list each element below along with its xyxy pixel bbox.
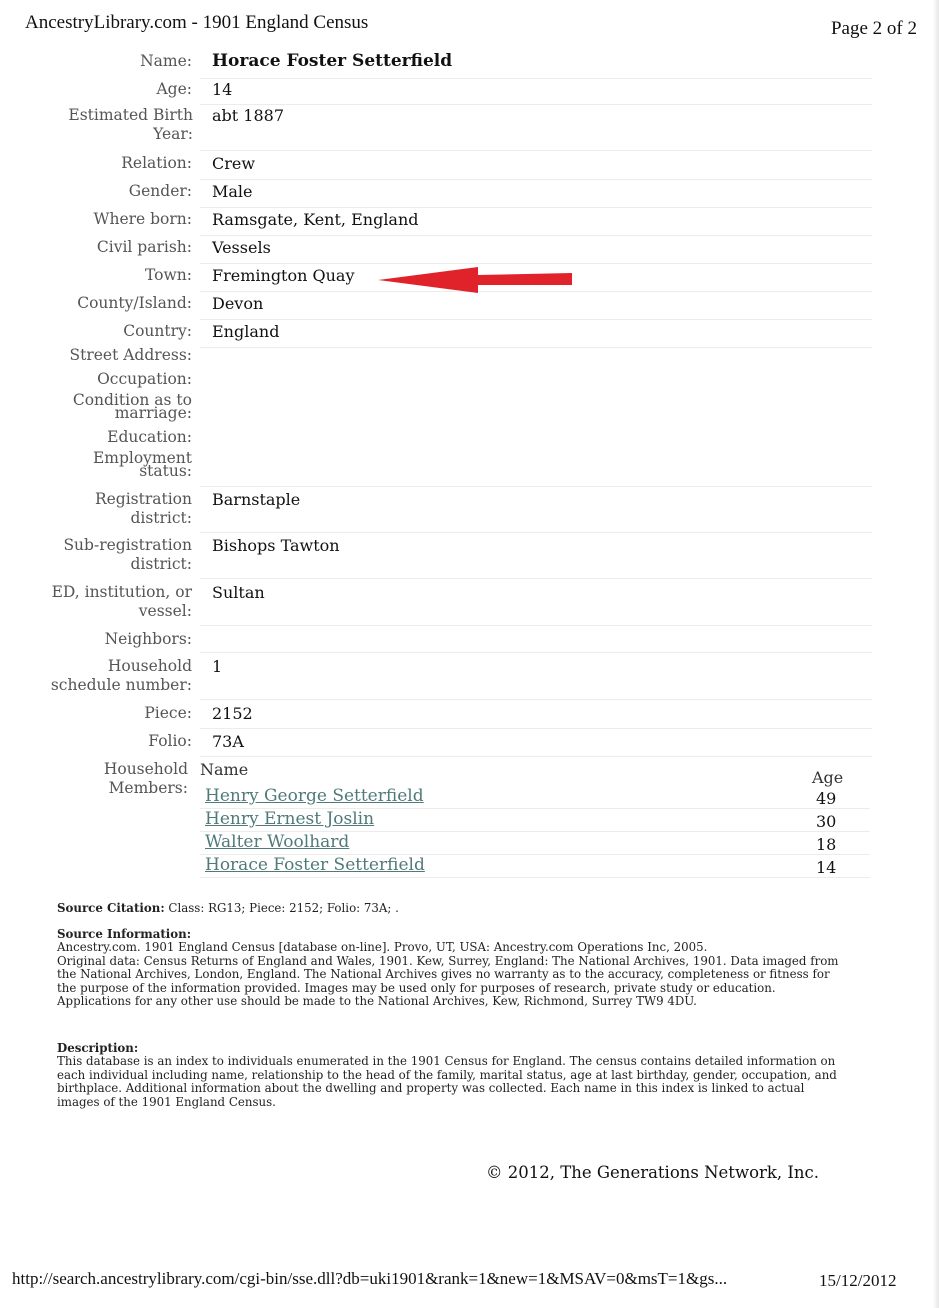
record-value: Fremington Quay	[212, 266, 355, 285]
record-value: 14	[212, 80, 233, 99]
description-heading: Description:	[57, 1041, 139, 1055]
record-value: abt 1887	[212, 106, 285, 125]
record-row-folio	[148, 732, 872, 757]
copyright-notice: © 2012, The Generations Network, Inc.	[486, 1163, 820, 1182]
red-arrow-icon	[378, 265, 578, 295]
household-members-table	[0, 760, 939, 890]
record-value: Horace Foster Setterfield	[212, 51, 453, 71]
record-label: County/Island:	[77, 294, 192, 312]
record-row-sub-registration-district	[63, 536, 872, 579]
record-row-education	[107, 428, 872, 450]
record-value: England	[212, 322, 280, 341]
record-value: Barnstaple	[212, 490, 301, 509]
record-label: Employment status:	[92, 449, 192, 480]
record-label: Household schedule number:	[50, 657, 192, 694]
record-label: Condition as to marriage:	[72, 391, 192, 422]
record-row-neighbors	[104, 630, 872, 653]
record-label: Piece:	[144, 704, 192, 722]
record-label: Street Address:	[69, 346, 192, 364]
column-header-age: Age	[812, 768, 844, 787]
description	[57, 1042, 847, 1109]
footer-date: 15/12/2012	[819, 1271, 897, 1290]
record-row-civil-parish	[96, 238, 872, 264]
household-member-row	[200, 855, 870, 878]
column-header-name: Name	[200, 760, 249, 779]
household-members-label: Household Members:	[103, 760, 188, 797]
record-row-condition-marriage	[72, 391, 872, 424]
record-value: 2152	[212, 704, 253, 723]
record-row-name	[140, 51, 872, 79]
record-label: Estimated Birth Year:	[68, 106, 193, 143]
record-label: Registration district:	[94, 490, 192, 527]
record-label: ED, institution, or vessel:	[51, 583, 192, 620]
household-member-link[interactable]: Henry Ernest Joslin	[205, 809, 375, 829]
scan-edge-shadow	[933, 0, 939, 1308]
record-value: 1	[212, 657, 223, 676]
record-row-age	[156, 80, 872, 105]
source-citation-heading: Source Citation:	[57, 901, 165, 915]
record-row-street-address	[69, 346, 872, 368]
record-label: Neighbors:	[104, 630, 192, 648]
source-information	[57, 928, 847, 1008]
record-row-birth-year	[68, 106, 872, 151]
source-citation	[57, 902, 399, 915]
record-value: 73A	[212, 732, 244, 751]
record-value: Bishops Tawton	[212, 536, 340, 555]
record-label: Age:	[156, 80, 192, 98]
record-row-where-born	[93, 210, 872, 236]
record-row-household-schedule	[50, 657, 872, 700]
record-label: Gender:	[128, 182, 192, 200]
source-information-line: Ancestry.com. 1901 England Census [database on-line]. Provo, UT, USA: Ancestry.com Operations Inc, 2005.	[57, 940, 708, 955]
record-value: Crew	[212, 154, 256, 173]
record-label: Relation:	[121, 154, 192, 172]
description-text: This database is an index to individuals enumerated in the 1901 Census for England. The census contains detailed information on each individual including name, relationship to the head of the family, marital status, age at last birthday, gender, occupation, and birthplace. Additional information about the dwelling and property was collected. Each name in this index is linked to actual images of the 1901 England Census.	[57, 1054, 837, 1109]
record-value: Vessels	[212, 238, 271, 257]
source-citation-text: Class: RG13; Piece: 2152; Folio: 73A; .	[168, 901, 399, 915]
record-value: Sultan	[212, 583, 265, 602]
record-label: Where born:	[93, 210, 192, 228]
household-member-age: 30	[816, 812, 837, 831]
record-label: Occupation:	[97, 370, 192, 388]
record-value: Ramsgate, Kent, England	[212, 210, 419, 229]
page-number: Page 2 of 2	[830, 18, 917, 39]
record-label: Civil parish:	[96, 238, 192, 256]
household-member-row	[200, 832, 870, 855]
record-value: Devon	[212, 294, 264, 313]
record-label: Country:	[123, 322, 192, 340]
household-member-age: 18	[816, 835, 837, 854]
household-member-age: 49	[816, 789, 837, 808]
record-label: Folio:	[148, 732, 192, 750]
record-label: Town:	[145, 266, 192, 284]
page-header-title: AncestryLibrary.com - 1901 England Census	[25, 12, 369, 33]
household-member-link[interactable]: Walter Woolhard	[205, 832, 350, 852]
record-row-ed-institution	[51, 583, 872, 626]
household-member-age: 14	[816, 858, 837, 877]
record-row-employment-status	[92, 449, 872, 487]
household-member-row	[200, 809, 870, 832]
record-label: Sub-registration district:	[63, 536, 192, 573]
household-member-link[interactable]: Horace Foster Setterfield	[205, 855, 425, 875]
record-row-relation	[121, 154, 872, 180]
household-member-row	[200, 786, 870, 809]
record-row-country	[123, 322, 872, 348]
record-label: Name:	[140, 52, 192, 70]
footer-url: http://search.ancestrylibrary.com/cgi-bin/sse.dll?db=uki1901&rank=1&new=1&MSAV=0&msT=1&gs...	[12, 1269, 728, 1288]
record-row-registration-district	[94, 490, 872, 533]
record-row-piece	[144, 704, 872, 729]
record-row-county	[77, 294, 872, 320]
source-information-line: Original data: Census Returns of England and Wales, 1901. Kew, Surrey, England: The National Archives, 1901. Data imaged from the National Archives, London, England. The National Archives gives no warranty as to the accuracy, completeness or fitness for the purpose of the information provided. Images may be used only for purposes of research, private study or education. Applications for any other use should be made to the National Archives, Kew, Richmond, Surrey TW9 4DU.	[57, 953, 839, 1009]
household-member-link[interactable]: Henry George Setterfield	[205, 786, 424, 806]
record-row-occupation	[97, 370, 872, 392]
record-row-gender	[128, 182, 872, 208]
record-label: Education:	[107, 428, 192, 446]
record-value: Male	[212, 182, 253, 201]
source-information-heading: Source Information:	[57, 927, 192, 941]
